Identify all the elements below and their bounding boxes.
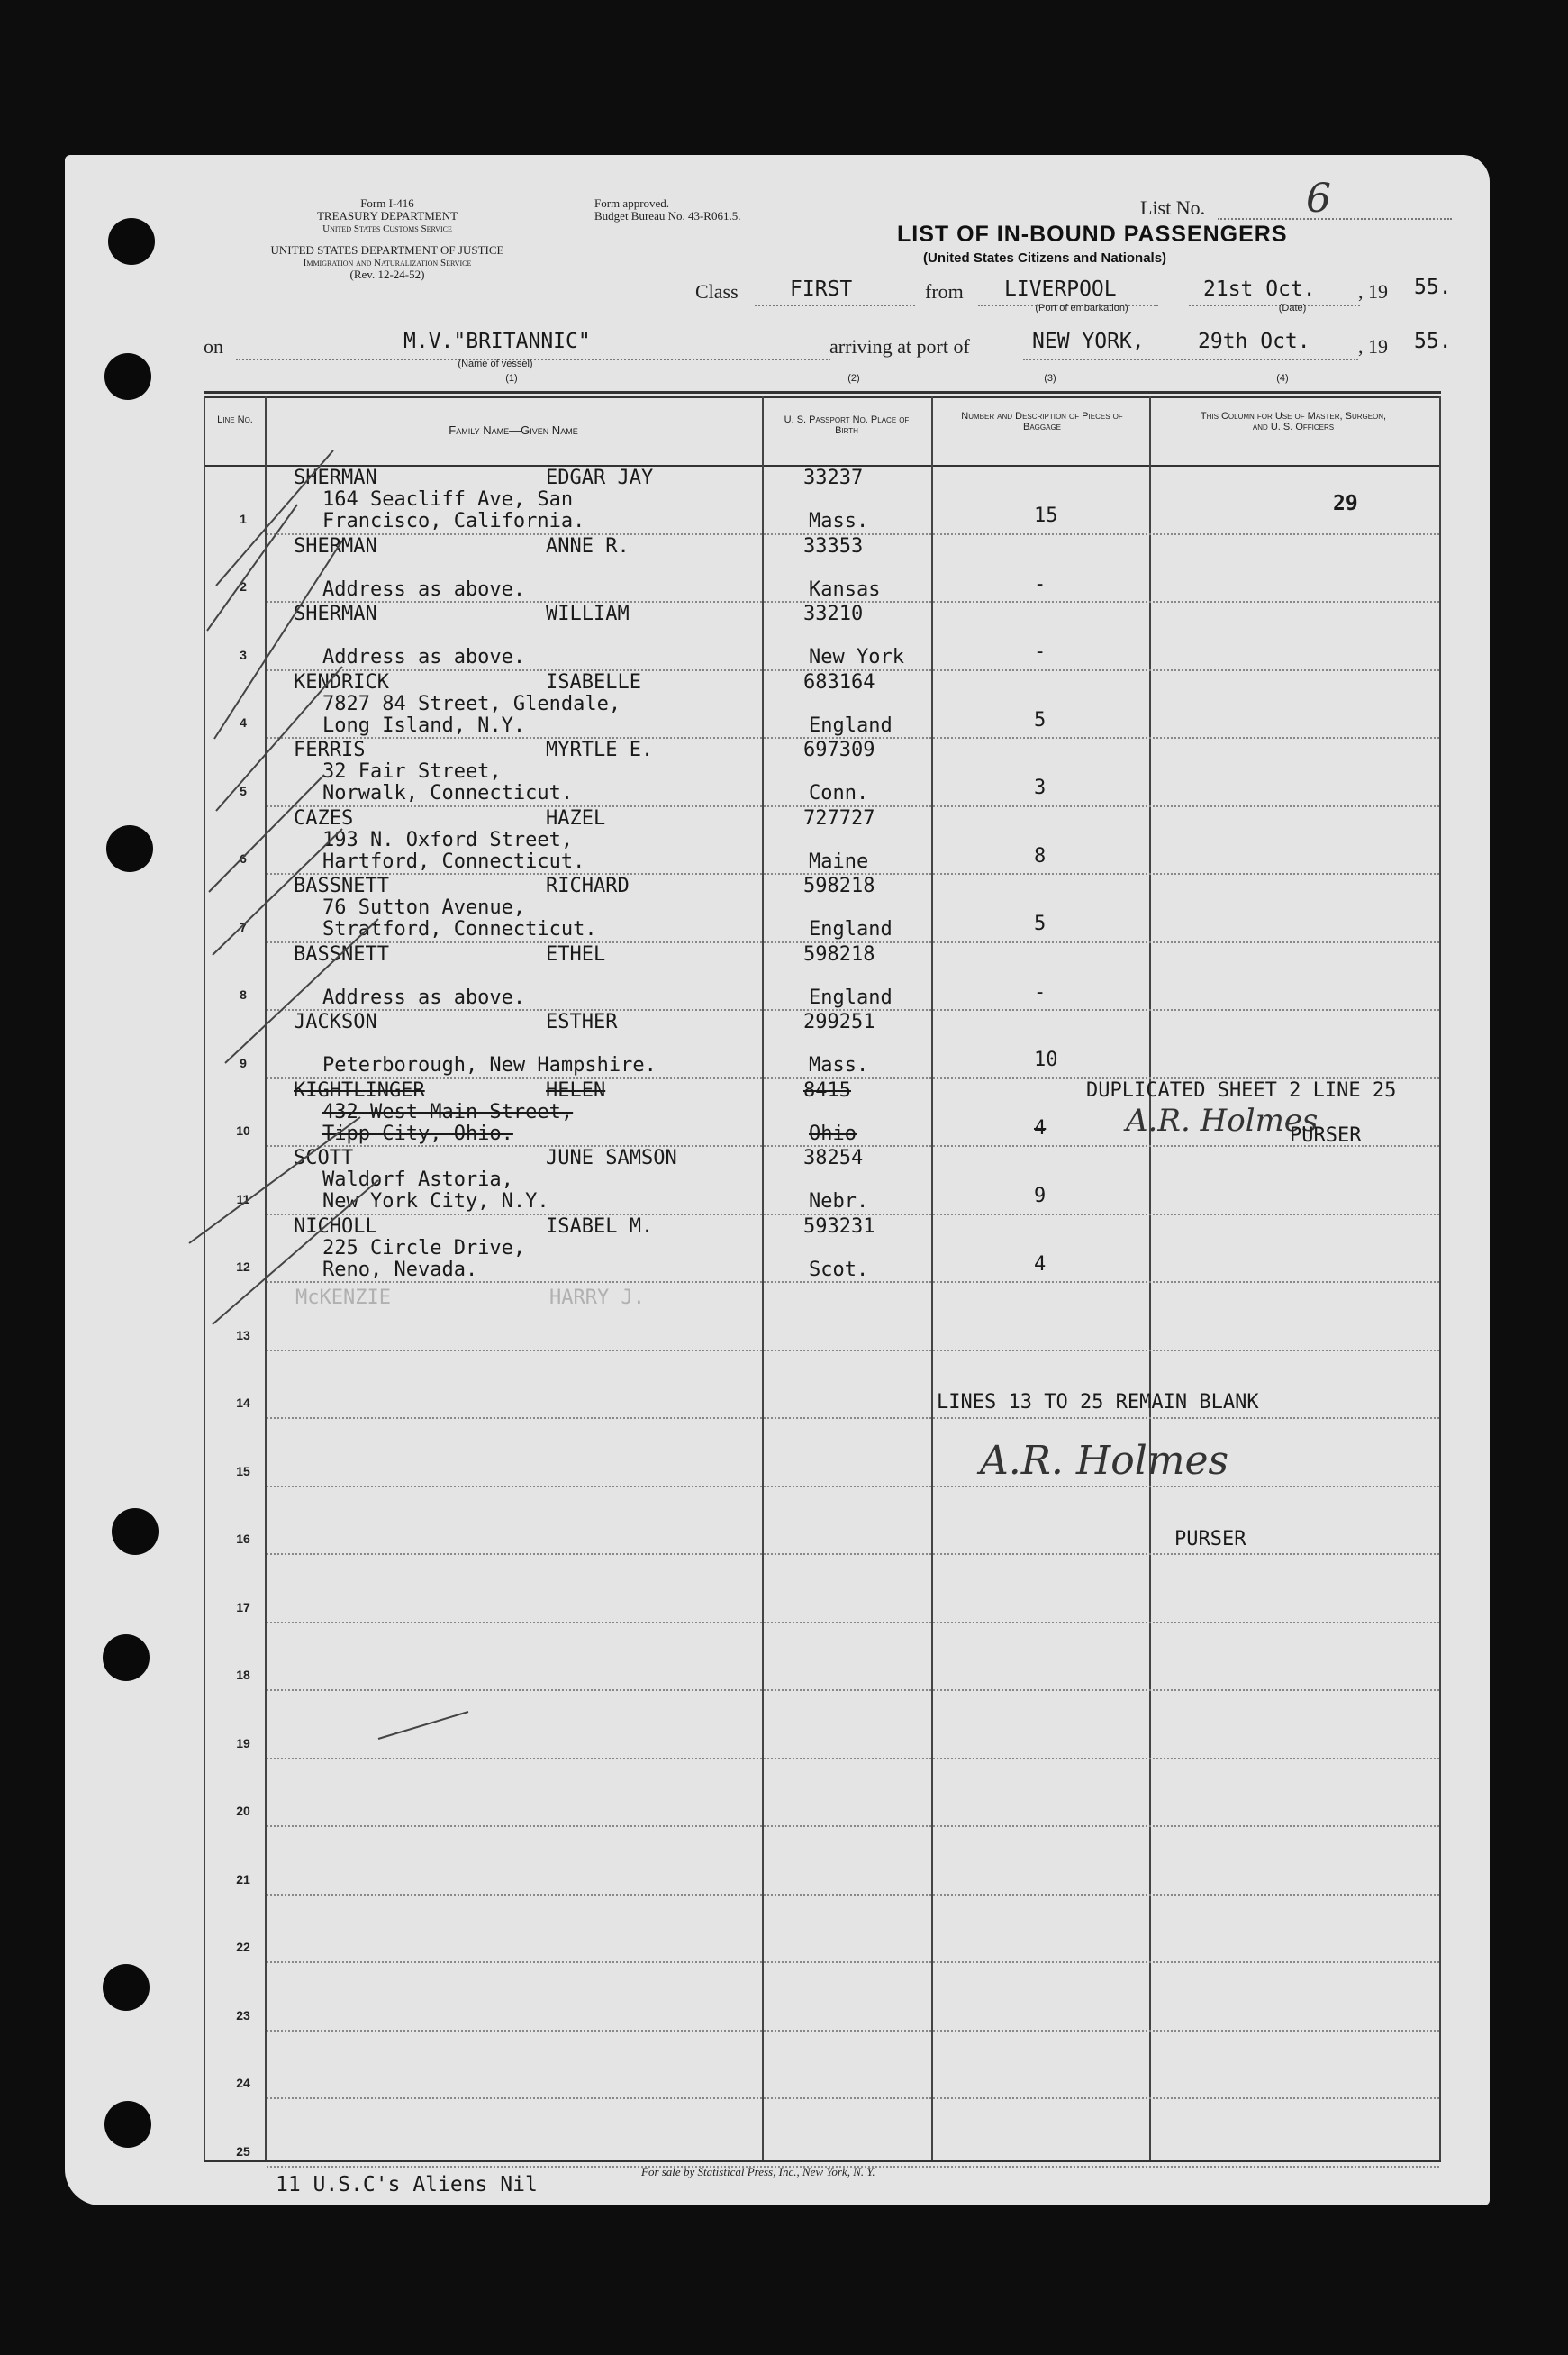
port-caption: (Port of embarkation) [1035,303,1128,314]
baggage-count: 3 [1034,777,1047,799]
line-number: 20 [236,1804,250,1818]
address-line-1: 32 Fair Street, [322,760,502,783]
line-number: 23 [236,2007,250,2023]
row-separator [267,1758,1439,1759]
form-title: LIST OF IN-BOUND PASSENGERS [897,222,1288,247]
baggage-count: 5 [1034,913,1047,935]
binder-hole-left-1 [108,218,155,265]
line-number: 15 [236,1463,250,1478]
col-num-3: (3) [1044,373,1056,384]
year-prefix-1: , 19 [1358,280,1388,303]
arrival-year: 55. [1414,330,1452,353]
line-number: 16 [236,1532,250,1546]
vessel-caption: (Name of vessel) [458,359,533,369]
line-number: 7 [240,919,247,934]
baggage-count: 9 [1034,1185,1047,1207]
passport-number: 598218 [803,875,875,897]
given-name: HELEN [546,1078,606,1102]
address-line-2: Francisco, California. [322,510,585,532]
address-line-2: Stratford, Connecticut. [322,918,597,941]
row-separator [267,1689,1439,1691]
binder-hole-left-5 [103,1634,150,1681]
header-passport: U. S. Passport No. Place of Birth [784,414,910,436]
passport-number: 33353 [803,534,864,558]
place-of-birth: Ohio [809,1122,857,1145]
line-number: 5 [240,783,247,798]
baggage-count: 15 [1034,505,1058,527]
officer-count: 29 [1333,492,1358,515]
row-separator [267,1486,1439,1487]
header-officers: This Column for Use of Master, Surgeon, and U. S. Officers [1200,411,1387,432]
line-number: 11 [236,1191,250,1206]
address-line-1: 76 Sutton Avenue, [322,896,526,919]
address-line-1: 7827 84 Street, Glendale, [322,692,621,715]
passport-number: 683164 [803,670,875,694]
class-value: FIRST [790,277,853,301]
form-approved: Form approved. [594,196,670,210]
place-of-birth: Conn. [809,782,869,805]
family-name: SHERMAN [294,603,377,625]
departure-year: 55. [1414,276,1452,299]
on-label: on [204,335,223,358]
baggage-count: 5 [1034,708,1047,732]
line-number: 2 [240,579,247,594]
year-prefix-2: , 19 [1358,335,1388,358]
place-of-birth: Mass. [809,1054,869,1077]
line-number: 25 [236,2143,250,2159]
address-line-2: Peterborough, New Hampshire. [322,1054,657,1077]
duplicated-note: DUPLICATED SHEET 2 LINE 25 [1086,1079,1397,1102]
form-subtitle: (United States Citizens and Nationals) [923,250,1167,266]
given-name: ISABEL M. [546,1214,654,1238]
address-line-2: Address as above. [322,646,526,668]
row-separator [267,2030,1439,2032]
address-line-1: 164 Seacliff Ave, San [322,488,574,511]
family-name: BASSNETT [294,942,389,966]
place-of-birth: England [809,918,893,941]
header-line-no: Line No. [217,414,253,425]
place-of-birth: Maine [809,850,869,873]
from-label: from [925,280,964,303]
date-caption: (Date) [1278,303,1307,314]
blank-lines-note: LINES 13 TO 25 REMAIN BLANK [937,1391,1259,1414]
address-line-2: Tipp City, Ohio. [322,1122,513,1145]
given-name: RICHARD [546,875,630,897]
arriving-label: arriving at port of [829,335,970,358]
line-number: 3 [240,647,247,662]
line-number: 21 [236,1871,250,1887]
given-name: HAZEL [546,806,606,830]
purser-signature-1: A.R. Holmes [1126,1103,1319,1139]
given-name: ESTHER [546,1011,618,1033]
form-revision: (Rev. 12-24-52) [349,268,425,281]
footer-count-note: 11 U.S.C's Aliens Nil [276,2173,538,2196]
row-separator [267,1350,1439,1351]
place-of-birth: Mass. [809,510,869,532]
justice-department: UNITED STATES DEPARTMENT OF JUSTICE [270,243,504,257]
family-name: NICHOLL [294,1214,377,1238]
header-name: Family Name—Given Name [449,423,578,437]
address-line-1: 432 West Main Street, [322,1100,574,1123]
passport-number: 593231 [803,1214,875,1238]
form-number: Form I-416 [360,196,414,210]
address-line-2: New York City, N.Y. [322,1190,549,1213]
place-of-birth: Nebr. [809,1190,869,1213]
class-label: Class [695,280,739,303]
place-of-birth: Scot. [809,1258,869,1281]
passport-number: 33237 [803,467,864,489]
place-of-birth: England [809,714,893,737]
line-number: 14 [236,1396,250,1410]
passport-number: 38254 [803,1147,864,1169]
baggage-count: 4 [1034,1116,1047,1140]
purser-signature-2: A.R. Holmes [980,1438,1229,1484]
given-name: JUNE SAMSON [546,1147,677,1169]
family-name: KENDRICK [294,670,389,694]
line-number: 24 [236,2076,250,2090]
family-name: BASSNETT [294,875,389,897]
address-line-1: Waldorf Astoria, [322,1168,513,1191]
port-of-embarkation: LIVERPOOL [1004,277,1117,301]
place-of-birth: England [809,986,893,1009]
treasury-department: TREASURY DEPARTMENT [316,209,458,223]
line-number: 19 [236,1735,250,1750]
family-name: FERRIS [294,739,366,761]
header-baggage: Number and Description of Pieces of Baggage [961,411,1123,432]
passport-number: 598218 [803,942,875,966]
line-number: 6 [240,851,247,866]
row-separator [267,1553,1439,1555]
baggage-count: 4 [1034,1252,1047,1276]
row-separator [267,1961,1439,1963]
given-name: WILLIAM [546,603,630,625]
line-number: 17 [236,1599,250,1614]
row-separator [267,1894,1439,1896]
address-line-2: Address as above. [322,577,526,601]
baggage-count: - [1034,641,1047,663]
line-number: 12 [236,1259,250,1274]
customs-service: United States Customs Service [322,223,452,234]
family-name: SCOTT [294,1147,354,1169]
immigration-service: Immigration and Naturalization Service [303,258,472,268]
budget-bureau: Budget Bureau No. 43-R061.5. [594,209,741,223]
col-num-2: (2) [847,373,860,384]
col-num-1: (1) [505,373,518,384]
line-number: 9 [240,1055,247,1070]
list-number: 6 [1306,176,1331,222]
line-number: 1 [240,511,247,526]
passport-number: 299251 [803,1011,875,1033]
address-line-1: 225 Circle Drive, [322,1236,526,1259]
family-name: SHERMAN [294,467,377,489]
baggage-count: 10 [1034,1049,1058,1071]
address-line-2: Reno, Nevada. [322,1258,478,1281]
purser-label-2: PURSER [1174,1528,1246,1550]
line-number: 10 [236,1123,250,1138]
family-name: JACKSON [294,1011,377,1033]
row-separator [267,1417,1439,1419]
address-line-2: Hartford, Connecticut. [322,850,585,873]
line-number: 18 [236,1668,250,1682]
passport-number: 697309 [803,739,875,761]
passport-number: 727727 [803,806,875,830]
line-number: 22 [236,1940,250,1954]
address-line-2: Address as above. [322,986,526,1009]
baggage-count: 8 [1034,844,1047,868]
row-separator [267,2097,1439,2099]
printer-credit: For sale by Statistical Press, Inc., New York, N. Y. [641,2165,875,2178]
arrival-port: NEW YORK, [1032,330,1145,353]
given-name: MYRTLE E. [546,739,654,761]
row-separator [267,1825,1439,1827]
faded-given-name: HARRY J. [549,1287,645,1309]
place-of-birth: New York [809,646,904,668]
family-name: SHERMAN [294,534,377,558]
row-separator [267,1622,1439,1623]
passenger-list-sheet [65,155,1490,2205]
place-of-birth: Kansas [809,577,881,601]
list-no-label: List No. [1140,196,1206,219]
binder-hole-left-4 [112,1508,159,1555]
line-number: 13 [236,1327,250,1342]
binder-hole-left-7 [104,2101,151,2148]
address-line-2: Long Island, N.Y. [322,714,526,737]
col-num-4: (4) [1276,373,1289,384]
baggage-count: - [1034,980,1047,1004]
faded-family-name: McKENZIE [295,1287,391,1309]
passport-number: 33210 [803,603,864,625]
binder-hole-left-6 [103,1964,150,2011]
binder-hole-left-2 [104,353,151,400]
line-number: 4 [240,715,247,730]
given-name: EDGAR JAY [546,467,654,489]
passport-number: 8415 [803,1078,851,1102]
baggage-count: - [1034,572,1047,596]
purser-label-1: PURSER [1290,1124,1362,1147]
line-number: 8 [240,987,247,1002]
given-name: ISABELLE [546,670,641,694]
arrival-date: 29th Oct. [1198,330,1310,353]
vessel-name: M.V."BRITANNIC" [403,330,591,353]
address-line-2: Norwalk, Connecticut. [322,782,574,805]
family-name: CAZES [294,806,354,830]
given-name: ANNE R. [546,534,630,558]
binder-hole-left-3 [106,825,153,872]
departure-date: 21st Oct. [1203,277,1316,301]
row-separator [267,1281,1439,1283]
family-name: KIGHTLINGER [294,1078,425,1102]
address-line-1: 193 N. Oxford Street, [322,828,574,851]
given-name: ETHEL [546,942,606,966]
